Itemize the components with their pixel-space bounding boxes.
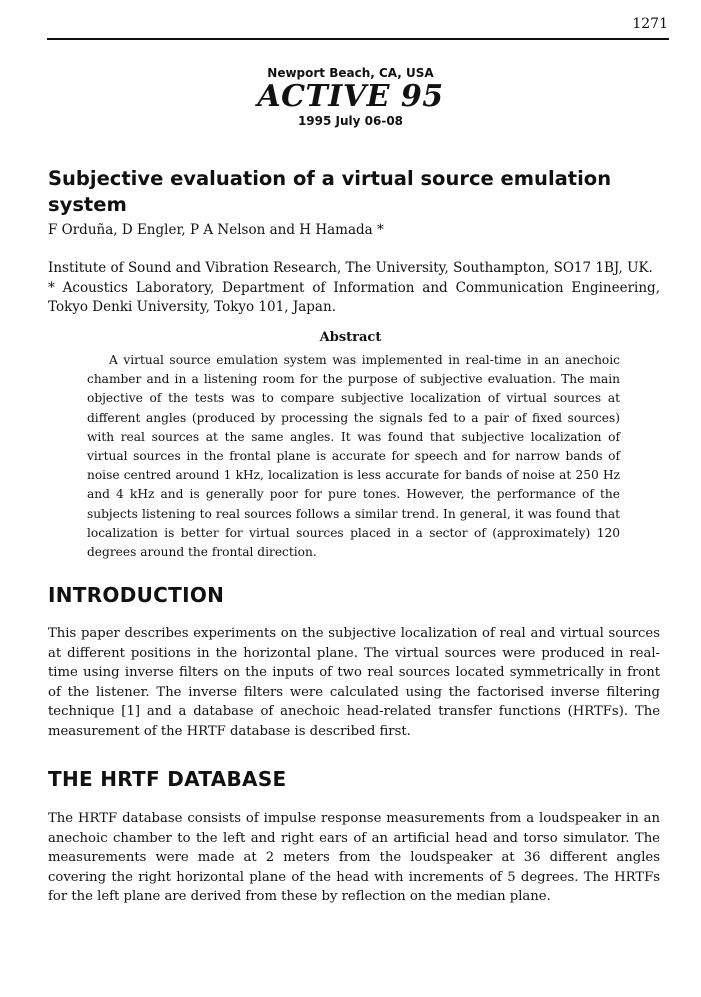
paper-authors: F Orduña, D Engler, P A Nelson and H Hamada * — [48, 222, 384, 238]
introduction-text: This paper describes experiments on the subjective localization of real and virtual sources at different positions in the horizontal plane. The virtual sources were produced in real-time using inverse filters on the inputs of two real sources located symmetrically in front of the listener. The inverse filters were calculated using the factorised inverse filtering technique [1] and a database of anechoic head-related transfer functions (HRTFs). The measurement of the HRTF database is described first. — [48, 626, 660, 739]
abstract-text: A virtual source emulation system was implemented in real-time in an anechoic chamber and in a listening room for the purpose of subjective evaluation. The main objective of the tests was to compare subjective localization of virtual sources at different angles (produced by processing the signals fed to a pair of fixed sources) with real sources at the same angles. It was found that subjective localization of virtual sources in the frontal plane is accurate for speech and for narrow bands of noise centred around 1 kHz, localization is less accurate for bands of noise at 250 Hz and 4 kHz and is generally poor for pure tones. However, the performance of the subjects listening to real sources follows a similar trend. In general, it was found that localization is better for virtual sources placed in a sector of (approximately) 120 degrees around the frontal direction. — [87, 353, 620, 560]
affiliation-primary: Institute of Sound and Vibration Research, The University, Southampton, SO17 1BJ, UK. — [48, 260, 653, 276]
hrtf-database-heading: THE HRTF DATABASE — [48, 767, 287, 791]
conference-name: ACTIVE 95 — [257, 79, 444, 114]
header-rule — [47, 38, 669, 40]
abstract-heading: Abstract — [319, 330, 382, 345]
page-number: 1271 — [632, 16, 668, 32]
paper-title: Subjective evaluation of a virtual source emulation system — [48, 167, 612, 216]
conference-location: Newport Beach, CA, USA — [267, 66, 434, 80]
conference-date: 1995 July 06-08 — [297, 114, 404, 128]
hrtf-database-text: The HRTF database consists of impulse response measurements from a loudspeaker in an anechoic chamber to the left and right ears of an artificial head and torso simulator. The measurements were made at 2 meters from the loudspeaker at 36 different angles covering the right horizontal plane of the head with increments of 5 degrees. The HRTFs for the left plane are derived from these by reflection on the median plane. — [48, 811, 660, 905]
affiliations — [48, 259, 660, 318]
introduction-heading: INTRODUCTION — [48, 583, 225, 607]
affiliation-secondary: * Acoustics Laboratory, Department of Information and Communication Engineering, Tokyo Denki University, Tokyo 101, Japan. — [48, 279, 660, 315]
